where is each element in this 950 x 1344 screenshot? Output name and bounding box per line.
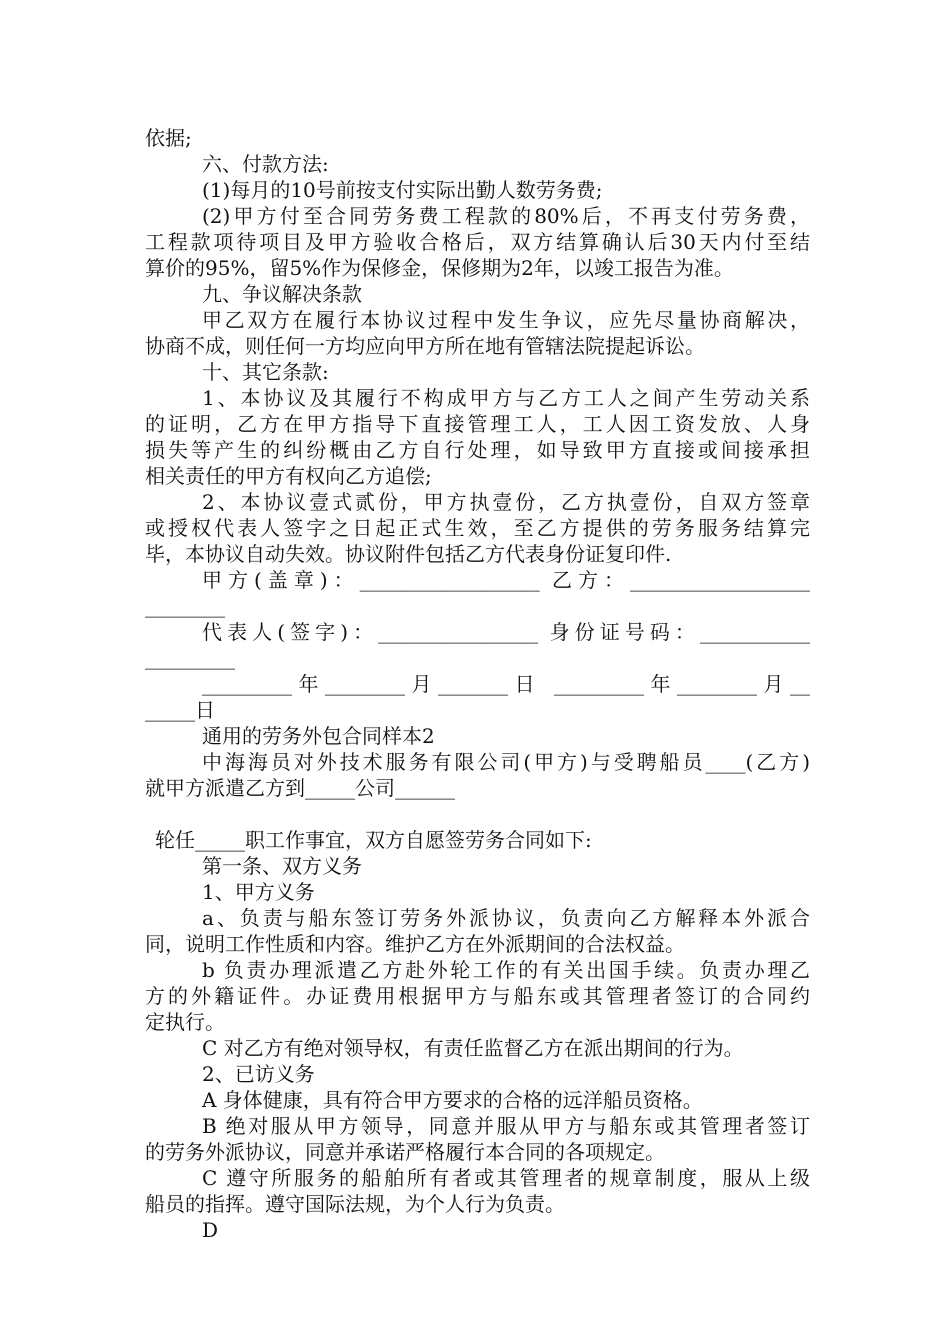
text-line: 相关责任的甲方有权向乙方追偿;	[145, 464, 432, 488]
text-line: b 负责办理派遣乙方赴外轮工作的有关出国手续。负责办理乙	[202, 958, 810, 982]
text-line: A 身体健康，具有符合甲方要求的合格的远洋船员资格。	[202, 1088, 703, 1112]
signature-line-cont: ________	[145, 594, 225, 618]
text-line: 算价的95%，留5%作为保修金，保修期为2年，以竣工报告为准。	[145, 256, 734, 280]
text-line: (1)每月的10号前按支付实际出勤人数劳务费;	[202, 178, 603, 202]
text-line: 2、本协议壹式贰份，甲方执壹份，乙方执壹份，自双方签章	[202, 490, 810, 514]
text-line: 依据;	[145, 126, 192, 150]
signature-line-parties: 甲方(盖章)：__________________ 乙方：__________________	[202, 568, 810, 592]
text-line: 中海海员对外技术服务有限公司(甲方)与受聘船员____(乙方)	[202, 750, 810, 774]
subheading-party-b: 2、已访义务	[202, 1062, 315, 1086]
section-heading-other: 十、其它条款:	[202, 360, 329, 384]
text-line: 就甲方派遣乙方到_____公司______	[145, 776, 455, 800]
date-line: _________年________月_______日 _________年________月__	[202, 672, 810, 696]
text-line: 或授权代表人签字之日起正式生效，至乙方提供的劳务服务结算完	[145, 516, 810, 540]
text-line: 的劳务外派协议，同意并承诺严格履行本合同的各项规定。	[145, 1140, 665, 1164]
text-line: (2)甲方付至合同劳务费工程款的80%后，不再支付劳务费，	[202, 204, 810, 228]
signature-line-representative: 代表人(签字)：________________ 身份证号码：___________	[202, 620, 810, 644]
section-heading-payment: 六、付款方法:	[202, 152, 329, 176]
text-line: 工程款项待项目及甲方验收合格后，双方结算确认后30天内付至结	[145, 230, 810, 254]
text-line: C 对乙方有绝对领导权，有责任监督乙方在派出期间的行为。	[202, 1036, 744, 1060]
text-line: 毕，本协议自动失效。协议附件包括乙方代表身份证复印件.	[145, 542, 672, 566]
text-line: 定执行。	[145, 1010, 225, 1034]
text-line: 同，说明工作性质和内容。维护乙方在外派期间的合法权益。	[145, 932, 685, 956]
text-line: 船员的指挥。遵守国际法规，为个人行为负责。	[145, 1192, 565, 1216]
text-line: 方的外籍证件。办证费用根据甲方与船东或其管理者签订的合同约	[145, 984, 810, 1008]
text-line: D	[202, 1218, 219, 1242]
section-heading-dispute: 九、争议解决条款	[202, 282, 362, 306]
text-line: 的证明，乙方在甲方指导下直接管理工人，工人因工资发放、人身	[145, 412, 810, 436]
date-line-cont: _____日	[145, 698, 215, 722]
sample-title: 通用的劳务外包合同样本2	[202, 724, 435, 748]
text-line: a、负责与船东签订劳务外派协议，负责向乙方解释本外派合	[202, 906, 810, 930]
text-line: 1、本协议及其履行不构成甲方与乙方工人之间产生劳动关系	[202, 386, 810, 410]
text-line: 协商不成，则任何一方均应向甲方所在地有管辖法院提起诉讼。	[145, 334, 705, 358]
text-line: C 遵守所服务的船舶所有者或其管理者的规章制度，服从上级	[202, 1166, 810, 1190]
text-line: 损失等产生的纠纷概由乙方自行处理，如导致甲方直接或间接承担	[145, 438, 810, 462]
subheading-party-a: 1、甲方义务	[202, 880, 315, 904]
text-line: B 绝对服从甲方领导，同意并服从甲方与船东或其管理者签订	[202, 1114, 810, 1138]
text-line: 甲乙双方在履行本协议过程中发生争议，应先尽量协商解决，	[202, 308, 810, 332]
article-heading: 第一条、双方义务	[202, 854, 362, 878]
text-line: 轮任_____职工作事宜，双方自愿签劳务合同如下:	[155, 828, 592, 852]
signature-line-cont: _________	[145, 646, 235, 670]
